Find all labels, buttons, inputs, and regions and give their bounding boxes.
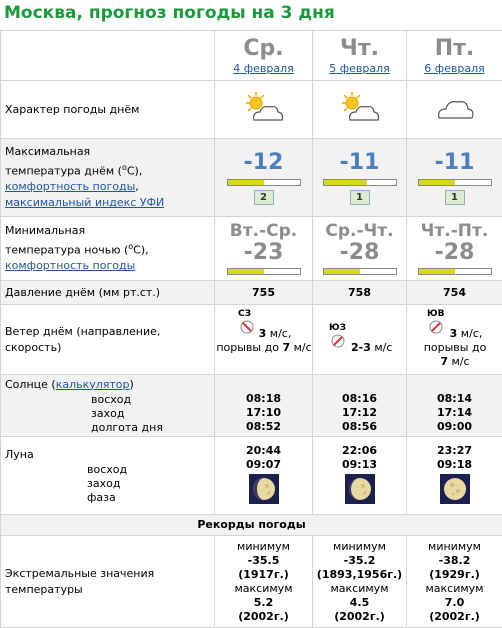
sunrise-time: 08:16	[342, 392, 377, 405]
record-min-year: (1893,1956г.)	[317, 568, 402, 581]
weather-cell	[407, 81, 502, 139]
comfort-bar	[418, 179, 492, 186]
record-max: 4.5	[350, 596, 370, 609]
wind-speed: 3	[450, 327, 458, 340]
pressure-value: 754	[407, 281, 502, 305]
record-max: 7.0	[445, 596, 465, 609]
record-cell	[407, 536, 502, 628]
waxing-gibbous-icon	[249, 474, 279, 504]
moon-cell	[215, 437, 313, 515]
sunset-time: 17:10	[246, 406, 281, 419]
comfort-fill	[324, 269, 360, 274]
compass-icon	[331, 334, 345, 348]
sunrise-time: 08:14	[437, 392, 472, 405]
tmin-label-2: температура ночью (	[5, 243, 128, 256]
record-cell	[313, 536, 407, 628]
day-name: Пт.	[407, 36, 502, 62]
comfort-link[interactable]: комфортность погоды	[5, 259, 135, 272]
wind-unit: м/с,	[461, 327, 483, 340]
moon-label-cell	[1, 437, 215, 515]
date-link[interactable]: 4 февраля	[233, 62, 294, 75]
tmax-value: -12	[215, 150, 312, 176]
extreme-label: Экстремальные значения температуры	[1, 536, 215, 628]
record-min: -35.5	[248, 554, 280, 567]
comfort-bar	[227, 179, 301, 186]
partly-cloudy-icon	[242, 90, 286, 126]
day-header-3	[407, 31, 502, 81]
cloudy-icon	[433, 90, 477, 126]
record-min-year: (1917г.)	[238, 568, 289, 581]
uvi-badge: 1	[350, 190, 370, 205]
tmax-cell	[215, 139, 313, 217]
night-label: Вт.-Ср.	[215, 221, 312, 241]
comfort-bar	[323, 268, 397, 275]
moonset-label: заход	[87, 477, 214, 491]
night-label: Ср.-Чт.	[313, 221, 406, 241]
moon-cell	[407, 437, 502, 515]
day-name: Ср.	[215, 36, 312, 62]
sun-label: Солнце (	[5, 378, 56, 391]
wind-direction: ЮВ	[427, 309, 444, 319]
weather-cell	[215, 81, 313, 139]
moon-label: Луна	[5, 447, 214, 463]
comfort-fill	[228, 180, 264, 185]
calculator-link[interactable]: калькулятор	[56, 378, 130, 391]
sunset-time: 17:14	[437, 406, 472, 419]
partly-cloudy-icon	[338, 90, 382, 126]
moonrise-label: восход	[87, 463, 214, 477]
tmin-value: -28	[313, 241, 406, 265]
night-label: Чт.-Пт.	[407, 221, 502, 241]
tmax-cell	[313, 139, 407, 217]
sun-cell	[407, 375, 502, 437]
header-empty-cell	[1, 31, 215, 81]
pressure-value: 755	[215, 281, 313, 305]
record-min: -38.2	[439, 554, 471, 567]
tmax-cell	[407, 139, 502, 217]
sun-label-cell	[1, 375, 215, 437]
sun-cell	[313, 375, 407, 437]
pressure-value: 758	[313, 281, 407, 305]
phase-label: фаза	[87, 491, 214, 505]
tmax-label: Максимальная	[5, 145, 90, 158]
full-moon-icon	[440, 474, 470, 504]
records-header: Рекорды погоды	[1, 515, 502, 536]
tmin-value: -23	[215, 241, 312, 265]
record-max-year: (2002г.)	[429, 610, 480, 623]
wind-cell	[215, 305, 313, 375]
comfort-link[interactable]: комфортность погоды	[5, 180, 135, 193]
moonrise-time: 23:27	[437, 444, 472, 457]
uvi-badge: 1	[445, 190, 465, 205]
min-label: минимум	[428, 540, 481, 553]
record-max-year: (2002г.)	[238, 610, 289, 623]
moonset-time: 09:07	[246, 458, 281, 471]
gusts-label: порывы до	[424, 341, 487, 354]
tmin-unit: C),	[133, 243, 148, 256]
tmin-cell	[407, 217, 502, 281]
sunrise-time: 08:18	[246, 392, 281, 405]
day-header-2	[313, 31, 407, 81]
sun-label-close: )	[130, 378, 134, 391]
record-min: -35.2	[344, 554, 376, 567]
daylength-time: 08:56	[342, 420, 377, 433]
weather-cell	[313, 81, 407, 139]
comfort-fill	[324, 180, 367, 185]
uvi-link[interactable]: максимальный индекс УФИ	[5, 196, 164, 209]
moonrise-time: 22:06	[342, 444, 377, 457]
degree-sign: o	[122, 163, 127, 172]
tmin-label: Минимальная	[5, 224, 85, 237]
comfort-bar	[418, 268, 492, 275]
comfort-bar	[227, 268, 301, 275]
tmax-label-cell	[1, 139, 215, 217]
max-label: максимум	[426, 582, 484, 595]
tmax-value: -11	[407, 150, 502, 176]
tmin-cell	[313, 217, 407, 281]
date-link[interactable]: 5 февраля	[329, 62, 390, 75]
day-header-1	[215, 31, 313, 81]
wind-cell	[407, 305, 502, 375]
degree-sign: o	[128, 242, 133, 251]
tmin-value: -28	[407, 241, 502, 265]
max-label: максимум	[235, 582, 293, 595]
day-name: Чт.	[313, 36, 406, 62]
wind-direction: ЮЗ	[329, 323, 346, 333]
moonrise-time: 20:44	[246, 444, 281, 457]
comfort-fill	[228, 269, 264, 274]
wind-gust: 7	[440, 355, 448, 368]
gust-unit: м/с	[452, 355, 470, 368]
record-max-year: (2002г.)	[334, 610, 385, 623]
max-label: максимум	[331, 582, 389, 595]
wind-gust: 7	[282, 341, 290, 354]
record-cell	[215, 536, 313, 628]
tmin-label-cell	[1, 217, 215, 281]
date-link[interactable]: 6 февраля	[424, 62, 485, 75]
daylength-time: 08:52	[246, 420, 281, 433]
waxing-gibbous-icon	[345, 474, 375, 504]
page-title: Москва, прогноз погоды на 3 дня	[4, 3, 335, 23]
tmin-cell	[215, 217, 313, 281]
moon-cell	[313, 437, 407, 515]
sunrise-label: восход	[91, 393, 214, 407]
min-label: минимум	[237, 540, 290, 553]
comfort-bar	[323, 179, 397, 186]
record-max: 5.2	[254, 596, 274, 609]
moonset-time: 09:13	[342, 458, 377, 471]
sun-cell	[215, 375, 313, 437]
sunset-time: 17:12	[342, 406, 377, 419]
min-label: минимум	[333, 540, 386, 553]
wind-speed: 2-3	[351, 341, 371, 354]
gusts-label: порывы до	[216, 341, 279, 354]
wind-speed: 3	[259, 327, 267, 340]
wind-direction: СЗ	[238, 309, 251, 319]
uvi-badge: 2	[254, 190, 274, 205]
gust-unit: м/с	[294, 341, 312, 354]
wind-unit: м/с,	[270, 327, 292, 340]
daylength-label: долгота дня	[91, 421, 214, 435]
tmax-unit: C),	[127, 164, 142, 177]
wind-unit: м/с	[374, 341, 392, 354]
sunset-label: заход	[91, 407, 214, 421]
wind-label: Ветер днём (направление, скорость)	[1, 305, 215, 375]
comfort-fill	[419, 269, 455, 274]
record-min-year: (1929г.)	[429, 568, 480, 581]
comma: ,	[135, 180, 139, 193]
moonset-time: 09:18	[437, 458, 472, 471]
wind-cell	[313, 305, 407, 375]
pressure-label: Давление днём (мм рт.ст.)	[1, 281, 215, 305]
day-weather-label: Характер погоды днём	[1, 81, 215, 139]
comfort-fill	[419, 180, 455, 185]
forecast-table	[0, 30, 502, 628]
daylength-time: 09:00	[437, 420, 472, 433]
tmax-label-2: температура днём (	[5, 164, 122, 177]
tmax-value: -11	[313, 150, 406, 176]
